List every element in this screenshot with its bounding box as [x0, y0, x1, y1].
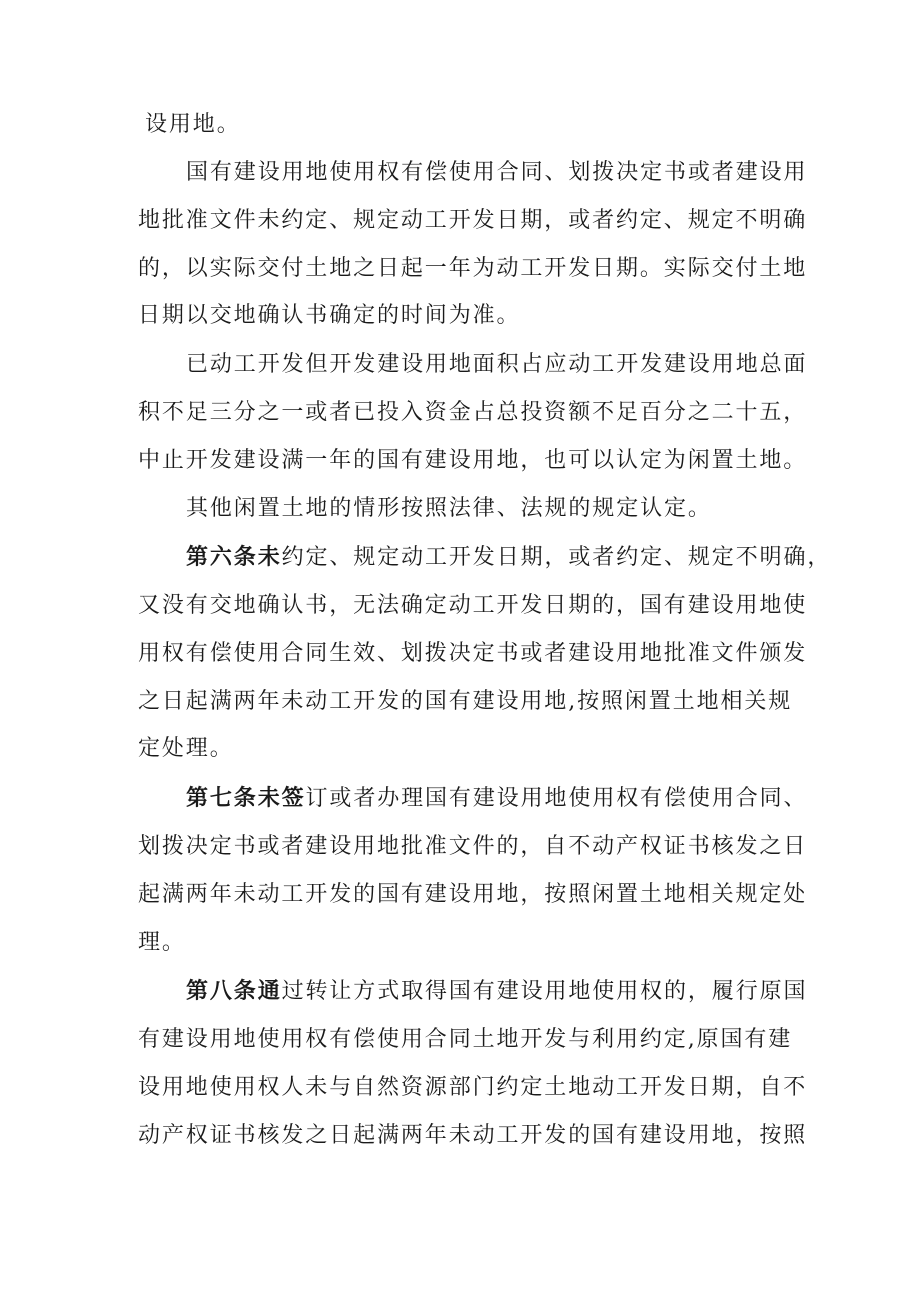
text-line: 理。 — [138, 930, 186, 955]
text-line: 积不足三分之一或者已投入资金占总投资额不足百分之二十五， — [138, 400, 808, 425]
article-heading: 第六条未 — [186, 545, 282, 570]
text-line: 划拨决定书或者建设用地批准文件的，自不动产权证书核发之日 — [138, 834, 808, 859]
text-line: 用权有偿使用合同生效、划拨决定书或者建设用地批准文件颁发 — [138, 641, 808, 666]
text-line: 又没有交地确认书，无法确定动工开发日期的，国有建设用地使 — [138, 593, 808, 618]
text-line: 设用地。 — [145, 112, 241, 137]
article-7-first-line — [186, 784, 808, 814]
text-line: 的，以实际交付土地之日起一年为动工开发日期。实际交付土地 — [138, 256, 808, 281]
text-line: 起满两年未动工开发的国有建设用地，按照闲置土地相关规定处 — [138, 882, 808, 907]
paragraph-start: 其他闲置土地的情形按照法律、法规的规定认定。 — [186, 496, 712, 521]
text-line: 订或者办理国有建设用地使用权有偿使用合同、 — [305, 786, 808, 811]
article-8-first-line — [186, 977, 808, 1007]
text-line: 中止开发建设满一年的国有建设用地，也可以认定为闲置土地。 — [138, 448, 808, 473]
text-line: 地批准文件未约定、规定动工开发日期，或者约定、规定不明确 — [138, 208, 808, 233]
article-heading: 第七条未签 — [186, 786, 306, 811]
text-line: 动产权证书核发之日起满两年未动工开发的国有建设用地，按照 — [138, 1123, 808, 1148]
article-heading: 第八条通 — [186, 979, 282, 1004]
text-line: 设用地使用权人未与自然资源部门约定土地动工开发日期，自不 — [138, 1075, 808, 1100]
text-line: 定处理。 — [138, 736, 234, 761]
paragraph-start: 已动工开发但开发建设用地面积占应动工开发建设用地总面 — [186, 352, 808, 377]
text-line: 过转让方式取得国有建设用地使用权的，履行原国 — [281, 979, 808, 1004]
article-6-first-line — [186, 543, 832, 573]
text-line: 约定、规定动工开发日期，或者约定、规定不明确， — [281, 545, 832, 570]
paragraph-start: 国有建设用地使用权有偿使用合同、划拨决定书或者建设用 — [186, 160, 808, 185]
text-line: 有建设用地使用权有偿使用合同土地开发与利用约定,原国有建 — [138, 1027, 793, 1052]
text-line: 之日起满两年未动工开发的国有建设用地,按照闲置土地相关规 — [138, 689, 793, 714]
text-line: 日期以交地确认书确定的时间为准。 — [138, 303, 521, 328]
